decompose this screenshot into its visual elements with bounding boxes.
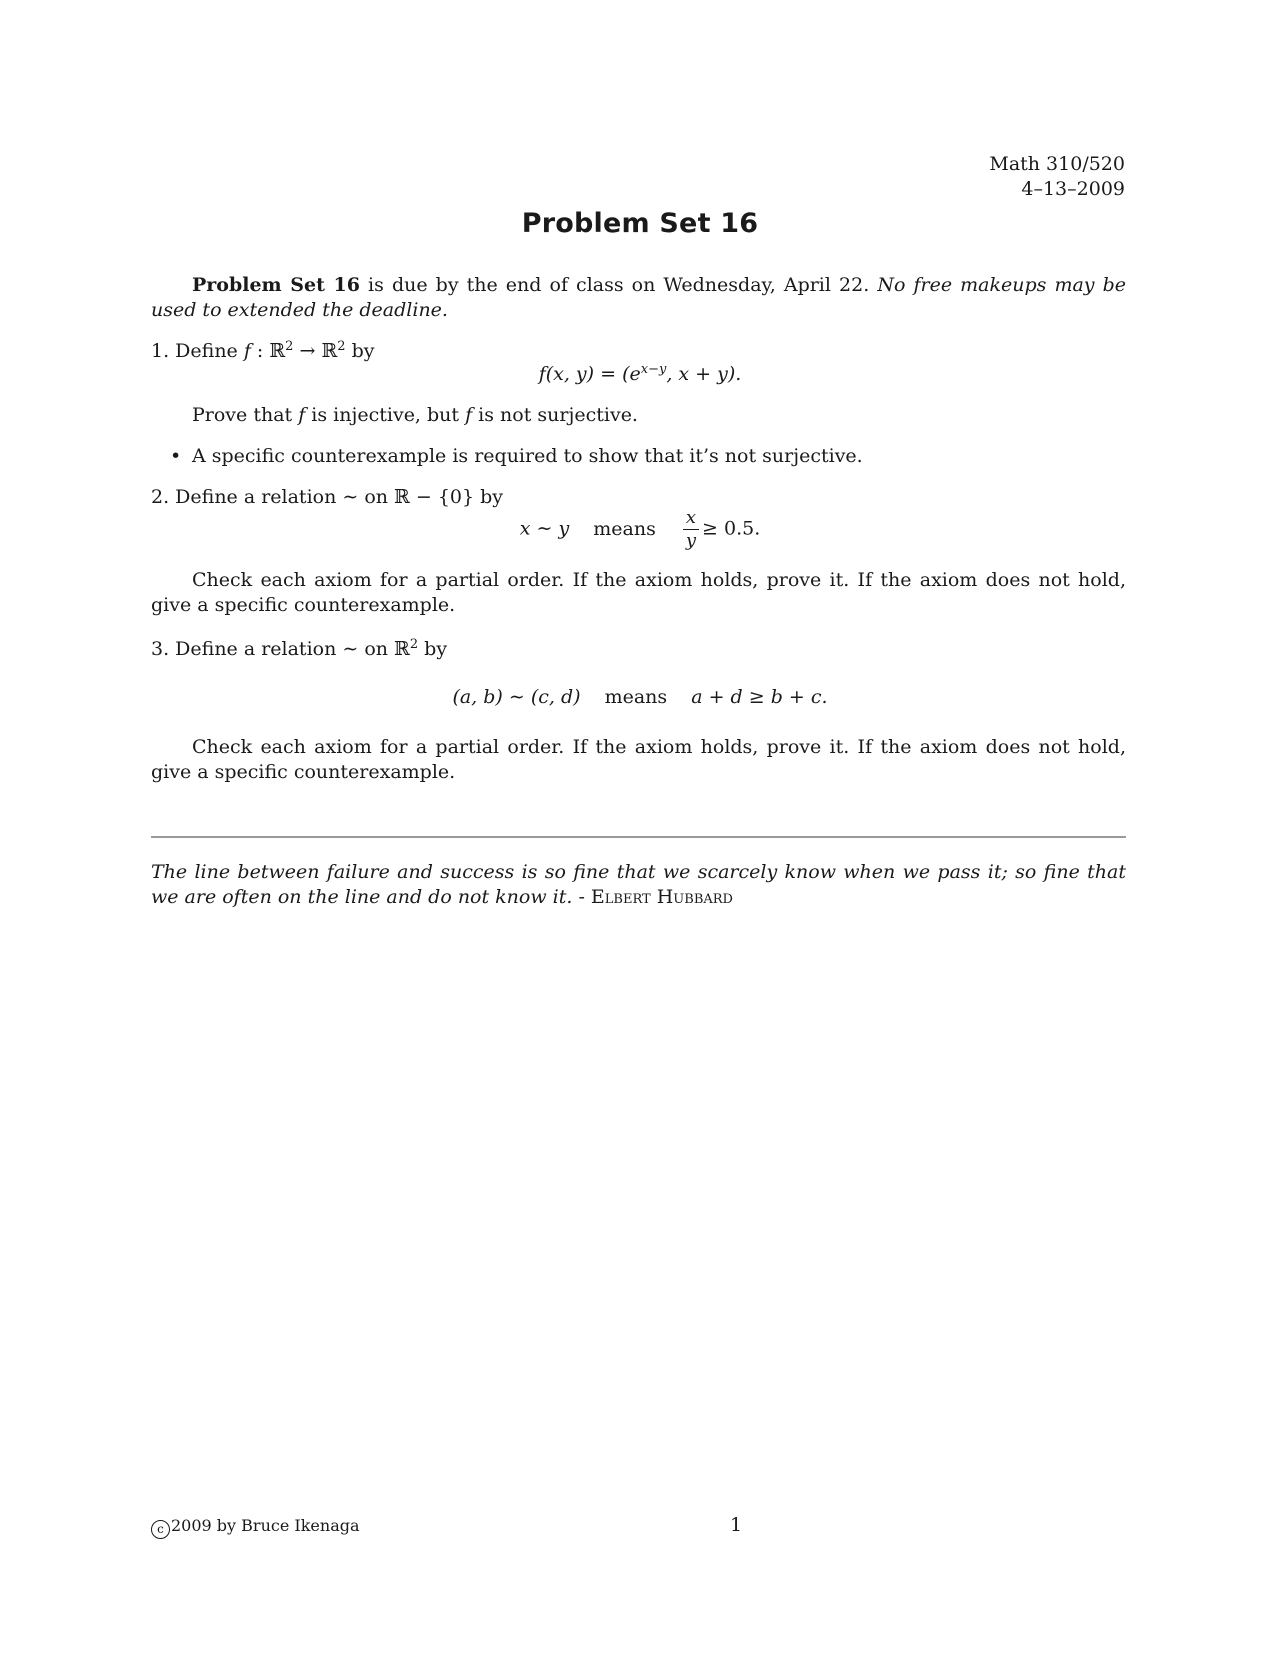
page-title: Problem Set 16 — [521, 208, 759, 239]
course-number: Math 310/520 — [989, 153, 1125, 175]
problem-3-equation: (a, b) ∼ (c, d) means a + d ≥ b + c. — [452, 686, 828, 708]
problem-1-statement: 1. Define f : ℝ$^2$ → ℝ$^2$ by — [151, 339, 375, 362]
header-date: 4–13–2009 — [1021, 178, 1125, 200]
intro-text: is due by the end of class on Wednesday, April 22. — [359, 274, 878, 296]
quote-author: Elbert Hubbard — [590, 886, 733, 908]
page-number: 1 — [730, 1514, 743, 1536]
problem-2-equation: x ∼ y means $\frac{x}{y}$ ≥ 0.5. — [519, 507, 761, 551]
fraction: $\frac{x}{y}$ — [683, 507, 699, 552]
quote: The line between failure and success is so fine that we scarcely know when we pass it; so fine that we are often on the line and do not know it. - Elbert Hubbard — [151, 861, 1126, 908]
problem-3-statement: 3. Define a relation ∼ on ℝ$^2$ by — [151, 637, 448, 660]
problem-1-hint: • A specific counterexample is required to show that it’s not surjective. — [170, 445, 863, 467]
divider — [151, 836, 1126, 838]
problem-3-task: Check each axiom for a partial order. If the axiom holds, prove it. If the axiom does not hold, give a specific counterexample. — [151, 736, 1126, 783]
quote-text: The line between failure and success is so fine that we scarcely know when we pass it; so fine that we are often on the line and do not know it. — [151, 861, 1126, 908]
copyright — [151, 1516, 360, 1539]
problem-2-task: Check each axiom for a partial order. If the axiom holds, prove it. If the axiom does not hold, give a specific counterexample. — [151, 569, 1126, 616]
copyright-text: 2009 by Bruce Ikenaga — [171, 1516, 360, 1535]
intro-note: No free makeups may be used to extended the deadline. — [151, 274, 1127, 321]
problem-1-task: Prove that f is injective, but f is not surjective. — [192, 404, 638, 426]
problem-2-statement: 2. Define a relation ∼ on ℝ − {0} by — [151, 486, 504, 508]
header-info — [989, 152, 1125, 202]
copyright-icon: c — [151, 1520, 170, 1539]
intro-paragraph — [151, 273, 1126, 323]
intro-lead: Problem Set 16 — [192, 274, 360, 296]
bullet-icon: • — [170, 445, 182, 467]
problem-1-equation: f(x, $y) = (e^{x-y}$, x + y). — [538, 362, 742, 385]
